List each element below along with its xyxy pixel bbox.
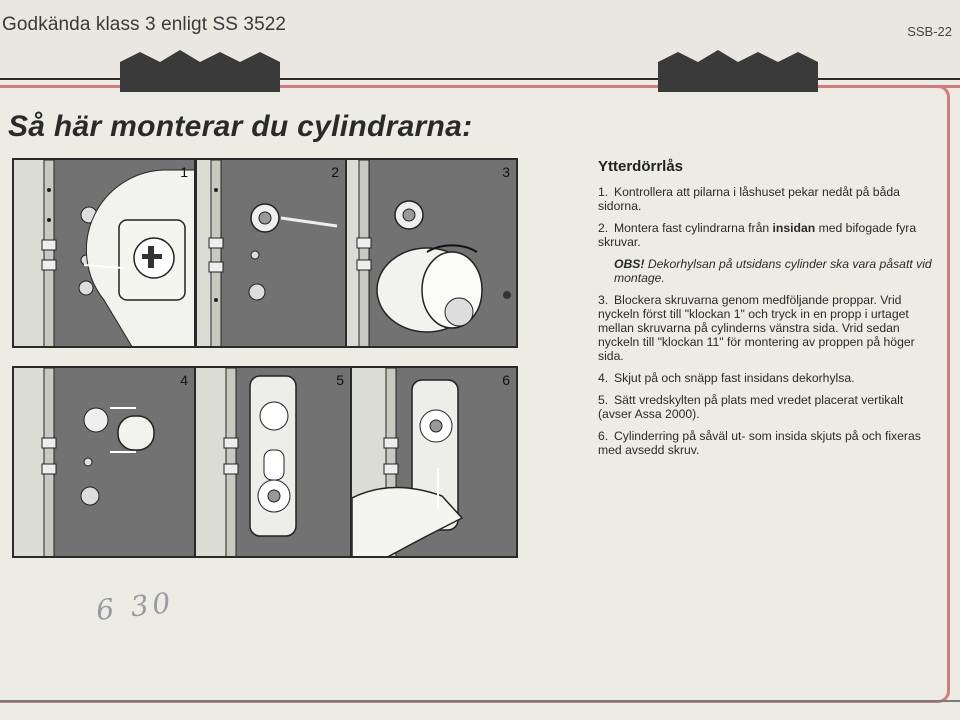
product-code: SSB-22	[907, 24, 952, 39]
illustration-panel-6	[350, 366, 518, 558]
instruction-step-4: 4. Skjut på och snäpp fast insidans dekorhylsa.	[598, 371, 855, 385]
illustration-panel-1	[12, 158, 196, 348]
panel-number: 5	[336, 372, 344, 388]
step-2-illustration	[197, 160, 347, 348]
illustration-grid	[12, 158, 518, 558]
hanger-tab-right	[658, 48, 818, 92]
panel-number: 1	[180, 164, 188, 180]
panel-number: 6	[502, 372, 510, 388]
step-6-illustration	[352, 368, 518, 558]
instruction-step-2: 2. Montera fast cylindrarna från insidan med bifogade fyra skruvar.	[598, 221, 917, 249]
instruction-step-1: 1. Kontrollera att pilarna i låshuset pekar nedåt på båda sidorna.	[598, 185, 900, 213]
illustration-panel-5	[194, 366, 352, 558]
illustration-panel-4	[12, 366, 196, 558]
step-4-illustration	[14, 368, 196, 558]
instructions-heading: Ytterdörrlås	[598, 158, 684, 175]
instructions-block	[598, 158, 933, 465]
panel-number: 2	[331, 164, 339, 180]
panel-number: 4	[180, 372, 188, 388]
instruction-step-6: 6. Cylinderring på såväl ut- som insida skjuts på och fixeras med avsedd skruv.	[598, 429, 921, 457]
page-title: Så här monterar du cylindrarna:	[8, 110, 473, 143]
step-3-illustration	[347, 160, 518, 348]
panel-number: 3	[502, 164, 510, 180]
handwritten-price: 6 30	[94, 585, 176, 628]
step-5-illustration	[196, 368, 352, 558]
card-bottom-edge	[0, 700, 960, 702]
instruction-step-5: 5. Sätt vredskylten på plats med vredet placerat vertikalt (avser Assa 2000).	[598, 393, 904, 421]
emphasis-insidan: insidan	[772, 221, 816, 235]
obs-label: OBS!	[614, 257, 645, 271]
certification-header: Godkända klass 3 enligt SS 3522	[2, 14, 287, 35]
obs-note: OBS! Dekorhylsan på utsidans cylinder ska vara påsatt vid montage.	[614, 257, 932, 285]
step-1-illustration	[14, 160, 196, 348]
instruction-step-3: 3. Blockera skruvarna genom medföljande proppar. Vrid nyckeln först till "klockan 1" och tryck in en propp i urtaget mellan skruvarna på cylinderns vänstra sida. Vrid sedan nyckeln till "klockan 11" för montering av proppen på höger sida.	[598, 293, 915, 363]
illustration-panel-3	[345, 158, 518, 348]
hanger-tab-left	[120, 48, 280, 92]
illustration-panel-2	[195, 158, 347, 348]
